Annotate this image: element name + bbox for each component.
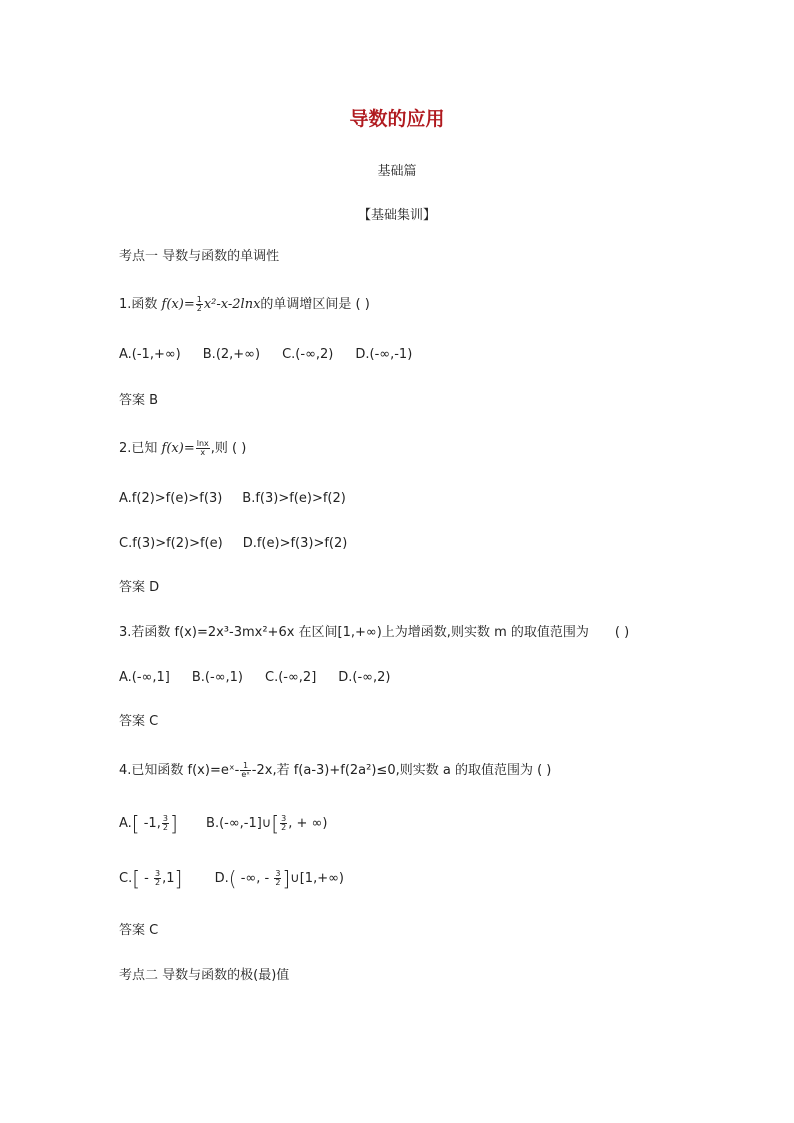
option-b: B.(-∞,1) xyxy=(191,670,243,685)
fraction: $\frac{1}{\text{eˣ}}$ xyxy=(241,761,250,779)
fraction: $\frac{\ln x}{x}$ xyxy=(196,439,209,457)
answer-3: 答案 C xyxy=(119,714,159,729)
topic-heading-1: 考点一 导数与函数的单调性 xyxy=(119,249,280,264)
question-4-options-row-1 xyxy=(119,811,328,835)
option-d: D.( -∞, - $\frac{3}{2}$ ]∪[1,+∞) xyxy=(214,866,345,890)
page-title: 导数的应用 xyxy=(349,108,445,130)
option-b: B.(2,+∞) xyxy=(202,347,261,362)
question-1: 1.函数 f(x)= $\frac{1}{2}$ x²-x-2lnx的单调增区间是 ( ) xyxy=(119,295,370,313)
option-c: C.(-∞,2] xyxy=(265,670,317,685)
option-d: D.f(e)>f(3)>f(2) xyxy=(242,536,348,551)
option-c: C.(-∞,2) xyxy=(282,347,334,362)
option-a: A.[ -1, $\frac{3}{2}$ ] xyxy=(119,811,178,835)
option-c: C.f(3)>f(2)>f(e) xyxy=(119,536,223,551)
option-d: D.(-∞,-1) xyxy=(355,347,413,362)
question-1-options xyxy=(119,346,434,364)
topic-heading-2: 考点二 导数与函数的极(最)值 xyxy=(119,968,290,983)
answer-4: 答案 C xyxy=(119,923,159,938)
question-3: 3.若函数 f(x)=2x³-3mx²+6x 在区间[1,+∞)上为增函数,则实数 m 的取值范围为 ( ) xyxy=(119,625,630,640)
option-a: A.f(2)>f(e)>f(3) xyxy=(119,491,223,506)
question-4-options-row-2 xyxy=(119,866,345,890)
question-2-options-row-2 xyxy=(119,535,367,553)
option-a: A.(-1,+∞) xyxy=(119,347,181,362)
option-c: C.[ - $\frac{3}{2}$ ,1] xyxy=(119,866,183,890)
question-4: 4.已知函数 f(x)=eˣ- $\frac{1}{\text{eˣ}}$ -2x,若 f(a-3)+f(2a²)≤0,则实数 a 的取值范围为 ( ) xyxy=(119,761,552,779)
option-a: A.(-∞,1] xyxy=(119,670,170,685)
option-d: D.(-∞,2) xyxy=(338,670,391,685)
option-b: B.f(3)>f(e)>f(2) xyxy=(242,491,346,506)
question-3-options xyxy=(119,669,413,687)
section-heading: 基础篇 xyxy=(377,164,417,179)
question-2-options-row-1 xyxy=(119,490,366,508)
answer-2: 答案 D xyxy=(119,580,160,595)
option-b: B.(-∞,-1]∪[ $\frac{3}{2}$ , + ∞) xyxy=(206,811,328,835)
answer-1: 答案 B xyxy=(119,393,159,408)
question-2: 2.已知 f(x)= $\frac{\ln x}{x}$ ,则 ( ) xyxy=(119,439,247,457)
fraction: $\frac{1}{2}$ xyxy=(196,295,202,313)
subsection-heading: 【基础集训】 xyxy=(357,208,436,223)
